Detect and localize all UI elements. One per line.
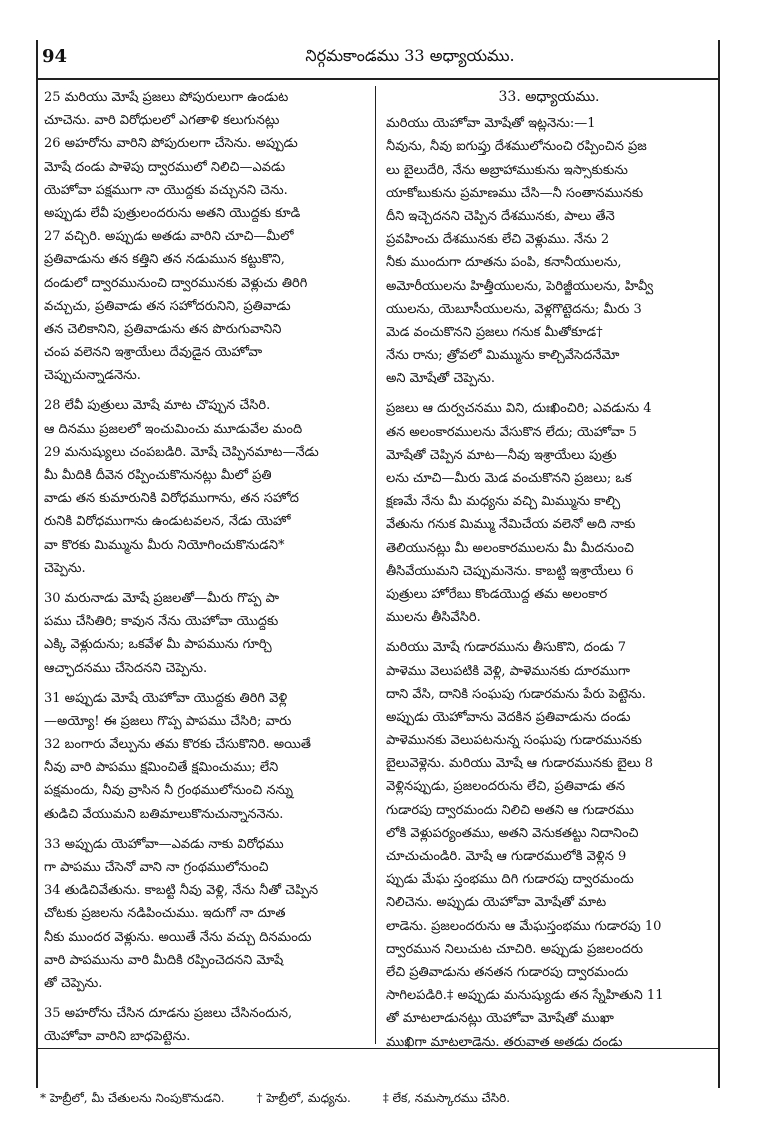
text-line: యాకోబుకును ప్రమాణము చేసి—నీ సంతానమునకు [386, 185, 644, 201]
footnote: * హెబ్రీలో, మీ చేతులను నింపుకొనుడని. [40, 1091, 225, 1105]
text-line: యులను, యెబూసీయులను, వెళ్లగొట్టెదను; మీరు 3 [386, 301, 642, 317]
text-line: దండులో ద్వారమునుంచి ద్వారమునకు వెళ్లుచు తిరిగి [44, 275, 308, 291]
text-line: ప్పుడు మేఘ స్తంభము దిగి గుడారపు ద్వారమందు [386, 872, 634, 888]
text-line: ద్వారమున నిలుచుట చూచిరి. అప్పుడు ప్రజలందరు [386, 941, 643, 957]
text-line: నేను రాను; త్రోవలో మిమ్మును కాల్చివేసెదనేమో [386, 348, 620, 364]
text-line: లను చూచి—మీరు మెడ వంచుకొనని ప్రజలు; ఒక [386, 471, 632, 487]
text-line: లోకి వెళ్లుపర్యంతము, అతని వెనుకతట్టు నిదానించి [386, 825, 639, 841]
page-title: నిర్గమకాండము 33 అధ్యాయము. [305, 46, 515, 65]
paragraph [44, 86, 362, 387]
text-line: 32 బంగారు వేల్పును తమ కొరకు చేసుకొనిరి. అయితే [44, 737, 311, 753]
text-line: అమోరీయులను హిత్తీయులను, పెరిజ్జీయులను, హివ్వీ [386, 278, 654, 294]
text-line: గా పాపము చేసెనో వాని నా గ్రంథములోనుంచి [44, 860, 269, 875]
paragraph [44, 687, 362, 826]
text-line: 25 మరియు మోషే ప్రజలు పోపురులుగా ఉండుట [44, 90, 289, 105]
text-line: బైలువెళ్లెను. మరియు మోషే ఆ గుడారమునకు బైలు 8 [386, 756, 654, 772]
text-line: అప్పుడు యెహోవాను వెదకిన ప్రతివాడును దండు [386, 709, 631, 725]
text-line: వెళ్లినప్పుడు, ప్రజలందరును లేచి, ప్రతివాడు తన [386, 779, 625, 795]
text-line: 26 అహరోను వారిని పోపురులగా చేసెను. అప్పుడు [44, 136, 298, 152]
text-line: పము చేసితిరి; కావున నేను యెహోవా యొద్దకు [44, 614, 279, 630]
text-line: గుడారపు ద్వారమందు నిలిచి అతని ఆ గుడారము [386, 802, 634, 818]
paragraph [44, 833, 362, 995]
text-line: 29 మనుష్యులు చంపబడిరి. మోషే చెప్పినమాట—నేడు [44, 444, 319, 460]
left-border [36, 40, 38, 1088]
text-line: నిలిచెను. అప్పుడు యెహోవా మోషేతో మాట [386, 895, 607, 911]
text-line: ప్రతివాడును తన కత్తిని తన నడుమున కట్టుకొని, [44, 252, 285, 268]
text-line: చెప్పుచున్నాడనెను. [44, 368, 141, 384]
paragraph [386, 112, 712, 390]
text-line: తో చెప్పెను. [44, 975, 103, 991]
text-line: యెహోవా వారిని బాధపెట్టెను. [44, 1029, 191, 1045]
text-line: పక్షమందు, నీవు వ్రాసిన నీ గ్రంథములోనుంచి నన్ను [44, 783, 294, 799]
right-column [386, 86, 712, 1061]
paragraph [386, 636, 712, 1053]
text-line: 33 అప్పుడు యెహోవా—ఎవడు నాకు విరోధము [44, 836, 284, 852]
footnote: ‡ లేక, నమస్కారము చేసిరి. [382, 1091, 511, 1105]
text-line: మరియు మోషే గుడారమును తీసుకొని, దండు 7 [386, 640, 627, 656]
text-line: చెప్పెను. [44, 560, 86, 576]
text-line: రునికి విరోధముగాను ఉండుటవలన, నేడు యెహో [44, 514, 291, 530]
text-line: మెడ వంచుకొనని ప్రజలు గనుక మీతోకూడ† [386, 324, 603, 340]
text-line: చంప వలెనని ఇశ్రాయేలు దేవుడైన యెహోవా [44, 345, 263, 361]
text-line: వేతును గనుక మిమ్ము నేమిచేయ వలెనో అది నాకు [386, 517, 636, 533]
text-line: పాళెము వెలుపటికి వెళ్లి, పాళెమునకు దూరముగా [386, 663, 630, 679]
text-line: —అయ్యో! ఈ ప్రజలు గొప్ప పాపము చేసిరి; వారు [44, 713, 292, 729]
text-line: ప్రవహించు దేశమునకు లేచి వెళ్లుము. నేను 2 [386, 232, 610, 248]
column-divider [375, 86, 376, 1044]
text-line: చోటకు ప్రజలను నడిపించుము. ఇదుగో నా దూత [44, 906, 286, 922]
text-line: ఆచ్ఛాదనము చేసెదనని చెప్పెను. [44, 660, 208, 676]
text-line: ఆ దినము ప్రజలలో ఇంచుమించు మూడువేల మంది [44, 421, 303, 437]
header-rule [36, 78, 720, 80]
paragraph [386, 397, 712, 629]
text-line: తీసివేయుమని చెప్పుమనెను. కాబట్టి ఇశ్రాయేలు 6 [386, 563, 634, 579]
text-line: పాళెమునకు వెలుపటనున్న సంఘపు గుడారమునకు [386, 733, 642, 749]
text-line: ఎక్కి వెళ్లుదును; ఒకవేళ మీ పాపమును గూర్చి [44, 637, 272, 653]
text-line: 34 తుడిచివేతును. కాబట్టి నీవు వెళ్లి, నేను నీతో చెప్పిన [44, 883, 319, 899]
text-line: నీవును, నీవు ఐగుప్తు దేశములోనుంచి రప్పించిన ప్రజ [386, 139, 647, 155]
footnotes [40, 1091, 720, 1108]
text-line: తుడిచి వేయుమని బతిమాలుకొనుచున్నాననెను. [44, 806, 284, 822]
page-number: 94 [42, 46, 68, 67]
text-line: 31 అప్పుడు మోషే యెహోవా యొద్దకు తిరిగి వెళ్లి [44, 690, 288, 706]
text-line: మోషే దండు పాళెపు ద్వారములో నిలిచి—ఎవడు [44, 159, 286, 175]
text-line: అప్పుడు లేవీ పుత్రులందరును అతని యొద్దకు కూడి [44, 205, 301, 221]
text-line: లేచి ప్రతివాడును తనతన గుడారపు ద్వారమందు [386, 964, 629, 980]
text-line: ములను తీసివేసిరి. [386, 610, 481, 626]
text-line: చూచెను. వారి విరోధులలో ఎగతాళి కలుగునట్లు [44, 113, 280, 129]
paragraph [44, 1002, 362, 1048]
text-line: మరియు యెహోవా మోషేతో ఇట్లనెను:—1 [386, 116, 596, 132]
text-line: దీని ఇచ్చెదనని చెప్పిన దేశమునకు, పాలు తేనె [386, 208, 615, 224]
text-line: వారి పాపమును వారి మీదికి రప్పించెదనని మోషే [44, 952, 284, 968]
text-line: ప్రజలు ఆ దుర్వచనము విని, దుఃఖించిరి; ఎవడును 4 [386, 401, 652, 417]
left-column [44, 86, 362, 1056]
text-line: సాగిలపడిరి.‡ అప్పుడు మనుష్యుడు తన స్నేహితుని 11 [386, 988, 664, 1004]
text-line: తన అలంకారములను వేసుకొన లేదు; యెహోవా 5 [386, 424, 637, 440]
text-line: వాడు తన కుమారునికి విరోధముగాను, తన సహోద [44, 491, 299, 507]
text-line: యెహోవా పక్షముగా నా యొద్దకు వచ్చునని చెను. [44, 182, 288, 198]
text-line: 35 అహరోను చేసిన దూడను ప్రజలు చేసినందున, [44, 1006, 293, 1022]
text-line: అని మోషేతో చెప్పెను. [386, 371, 495, 387]
text-line: వా కొరకు మిమ్మును మీరు నియోగించుకొనుడని* [44, 537, 285, 553]
text-line: తెలియునట్లు మీ అలంకారములను మీ మీదనుంచి [386, 540, 634, 556]
text-line: మోషేతో చెప్పిన మాట—నీవు ఇశ్రాయేలు పుత్రు [386, 447, 617, 463]
text-line: దాని వేసి, దానికి సంఘపు గుడారమను పేరు పెట్టెను. [386, 686, 646, 702]
text-line: 28 లేవీ పుత్రులు మోషే మాట చొప్పున చేసిరి. [44, 398, 271, 414]
text-line: ముఖిగా మాటలాడెను. తరువాత అతడు దండు [386, 1034, 623, 1050]
footnote: † హెబ్రీలో, మధ్యను. [256, 1091, 351, 1105]
chapter-heading: 33. అధ్యాయము. [498, 89, 600, 105]
text-line: లాడెను. ప్రజలందరును ఆ మేఘస్తంభము గుడారపు 10 [386, 918, 662, 934]
text-line: నీకు ముందుగా దూతను పంపి, కనానీయులను, [386, 255, 622, 271]
text-line: 30 మరునాడు మోషే ప్రజలతో—మీరు గొప్ప పా [44, 590, 279, 606]
right-border [718, 40, 720, 1088]
text-line: తో మాటలాడునట్లు యెహోవా మోషేతో ముఖా [386, 1011, 614, 1027]
paragraph [44, 394, 362, 580]
paragraph [44, 587, 362, 680]
text-line: 27 వచ్చిరి. అప్పుడు అతడు వారిని చూచి—మీలో [44, 229, 294, 245]
text-line: క్షణమే నేను మీ మధ్యను వచ్చి మిమ్మును కాల్చి [386, 494, 621, 510]
text-line: చూచుచుండిరి. మోషే ఆ గుడారములోకి వెళ్లిన 9 [386, 849, 627, 865]
text-line: వచ్చుచు, ప్రతివాడు తన సహోదరునిని, ప్రతివాడు [44, 298, 291, 314]
text-line: నీకు ముందర వెళ్లును. అయితే నేను వచ్చు దినమందు [44, 929, 312, 945]
text-line: పుత్రులు హోరేబు కొండయొద్ద తమ అలంకార [386, 586, 608, 602]
text-line: నీవు వారి పాపము క్షమించితే క్షమించుము; లేని [44, 760, 279, 776]
text-line: తన చెలికానిని, ప్రతివాడును తన పొరుగువానిని [44, 321, 282, 337]
text-line: లు బైలుదేరి, నేను అబ్రాహాముకును ఇస్సాకుకును [386, 162, 628, 178]
text-line: మీ మీదికి దీవెన రప్పించుకొనునట్లు మీలో ప్రతి [44, 468, 272, 483]
